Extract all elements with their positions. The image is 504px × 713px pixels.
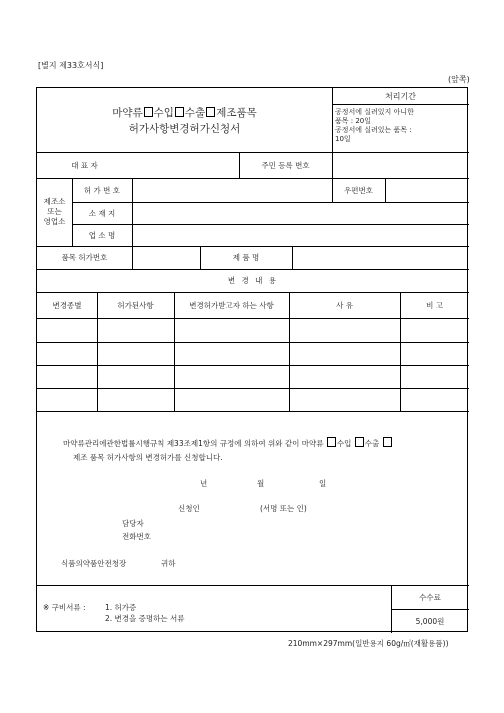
fee-amount: 5,000원 [415,616,445,626]
statement-line-2: 제조 품목 허가사항의 변경허가를 신청합니다. [73,453,223,462]
table-row[interactable] [37,365,469,388]
column-reason: 사 유 [336,300,353,310]
form-id: [별지 제33호서식] [38,61,104,70]
export-checkbox[interactable] [175,107,184,117]
representative-field[interactable] [132,152,239,178]
resident-number-label: 주민 등록 번호 [261,160,310,170]
fee-label: 수수료 [419,592,441,602]
form-title: 마약류 수입 수출 제조품목 [112,106,257,119]
applicant-label: 신청인 [178,504,200,513]
postal-code-label: 우편번호 [344,185,373,195]
import-checkbox[interactable] [144,107,153,117]
processing-period-header: 처리기간 [385,91,416,101]
processing-period-line: 10일 [335,135,351,143]
address-field[interactable] [132,202,469,224]
manufacture-checkbox[interactable] [206,107,215,117]
postal-code-field[interactable] [385,178,469,202]
application-form [36,87,468,632]
item-permit-number-label: 품목 허가번호 [61,253,108,262]
statement-line-1: 마약류관리에관한법률시행규칙 제33조제1항의 규정에 의하여 위와 같이 마약류 수입 수출 [63,437,393,449]
change-content-header: 변 경 내 용 [227,276,279,285]
addressee: 식품의약품안전청장 [61,559,127,568]
import-checkbox[interactable] [327,437,336,447]
date-day: 일 [319,479,327,488]
page-side-label: (앞쪽) [448,75,470,84]
column-permitted-matter: 허가된사항 [117,300,154,310]
business-name-label: 업 소 명 [88,230,116,240]
processing-period-line: 품목 : 20일 [335,117,372,125]
column-requested-change: 변경허가받고자 하는 사항 [189,300,274,310]
column-change-type: 변경종별 [52,300,82,310]
date-year: 년 [200,479,208,488]
form-subtitle: 허가사항변경허가신청서 [128,122,241,135]
manufacture-checkbox[interactable] [383,437,392,447]
product-name-label: 제 품 명 [232,253,260,262]
phone-label: 전화번호 [122,532,151,541]
table-row[interactable] [37,318,469,342]
honorific: 귀하 [161,559,176,568]
address-label: 소 재 지 [88,208,116,218]
date-month: 월 [257,479,265,488]
signature-label: (서명 또는 인) [260,504,307,513]
column-remarks: 비 고 [426,300,443,310]
table-row[interactable] [37,342,469,365]
product-name-field[interactable] [292,246,469,269]
paper-spec: 210mm×297mm(일반용지 60g/㎡(재활용품)) [288,639,449,648]
attachment-item: 1. 허가증 [105,603,137,612]
attachments-prefix: ※ 구비서류 : [43,603,86,612]
resident-number-field[interactable] [332,152,469,178]
processing-period-line: 공정서에 실려있는 품목 : [335,126,412,134]
representative-label: 대 표 자 [71,160,98,170]
permit-number-field[interactable] [132,178,332,202]
business-name-field[interactable] [132,224,469,246]
attachment-item: 2. 변경을 증명하는 서류 [105,614,185,623]
permit-number-label: 허 가 번 호 [83,185,121,195]
facility-label: 제조소 또는 영업소 [43,197,66,226]
processing-period-line: 공정서에 실려있지 아니한 [335,108,414,116]
export-checkbox[interactable] [355,437,364,447]
table-row[interactable] [37,388,469,411]
item-permit-number-field[interactable] [132,246,200,269]
person-in-charge-label: 담당자 [122,519,144,528]
